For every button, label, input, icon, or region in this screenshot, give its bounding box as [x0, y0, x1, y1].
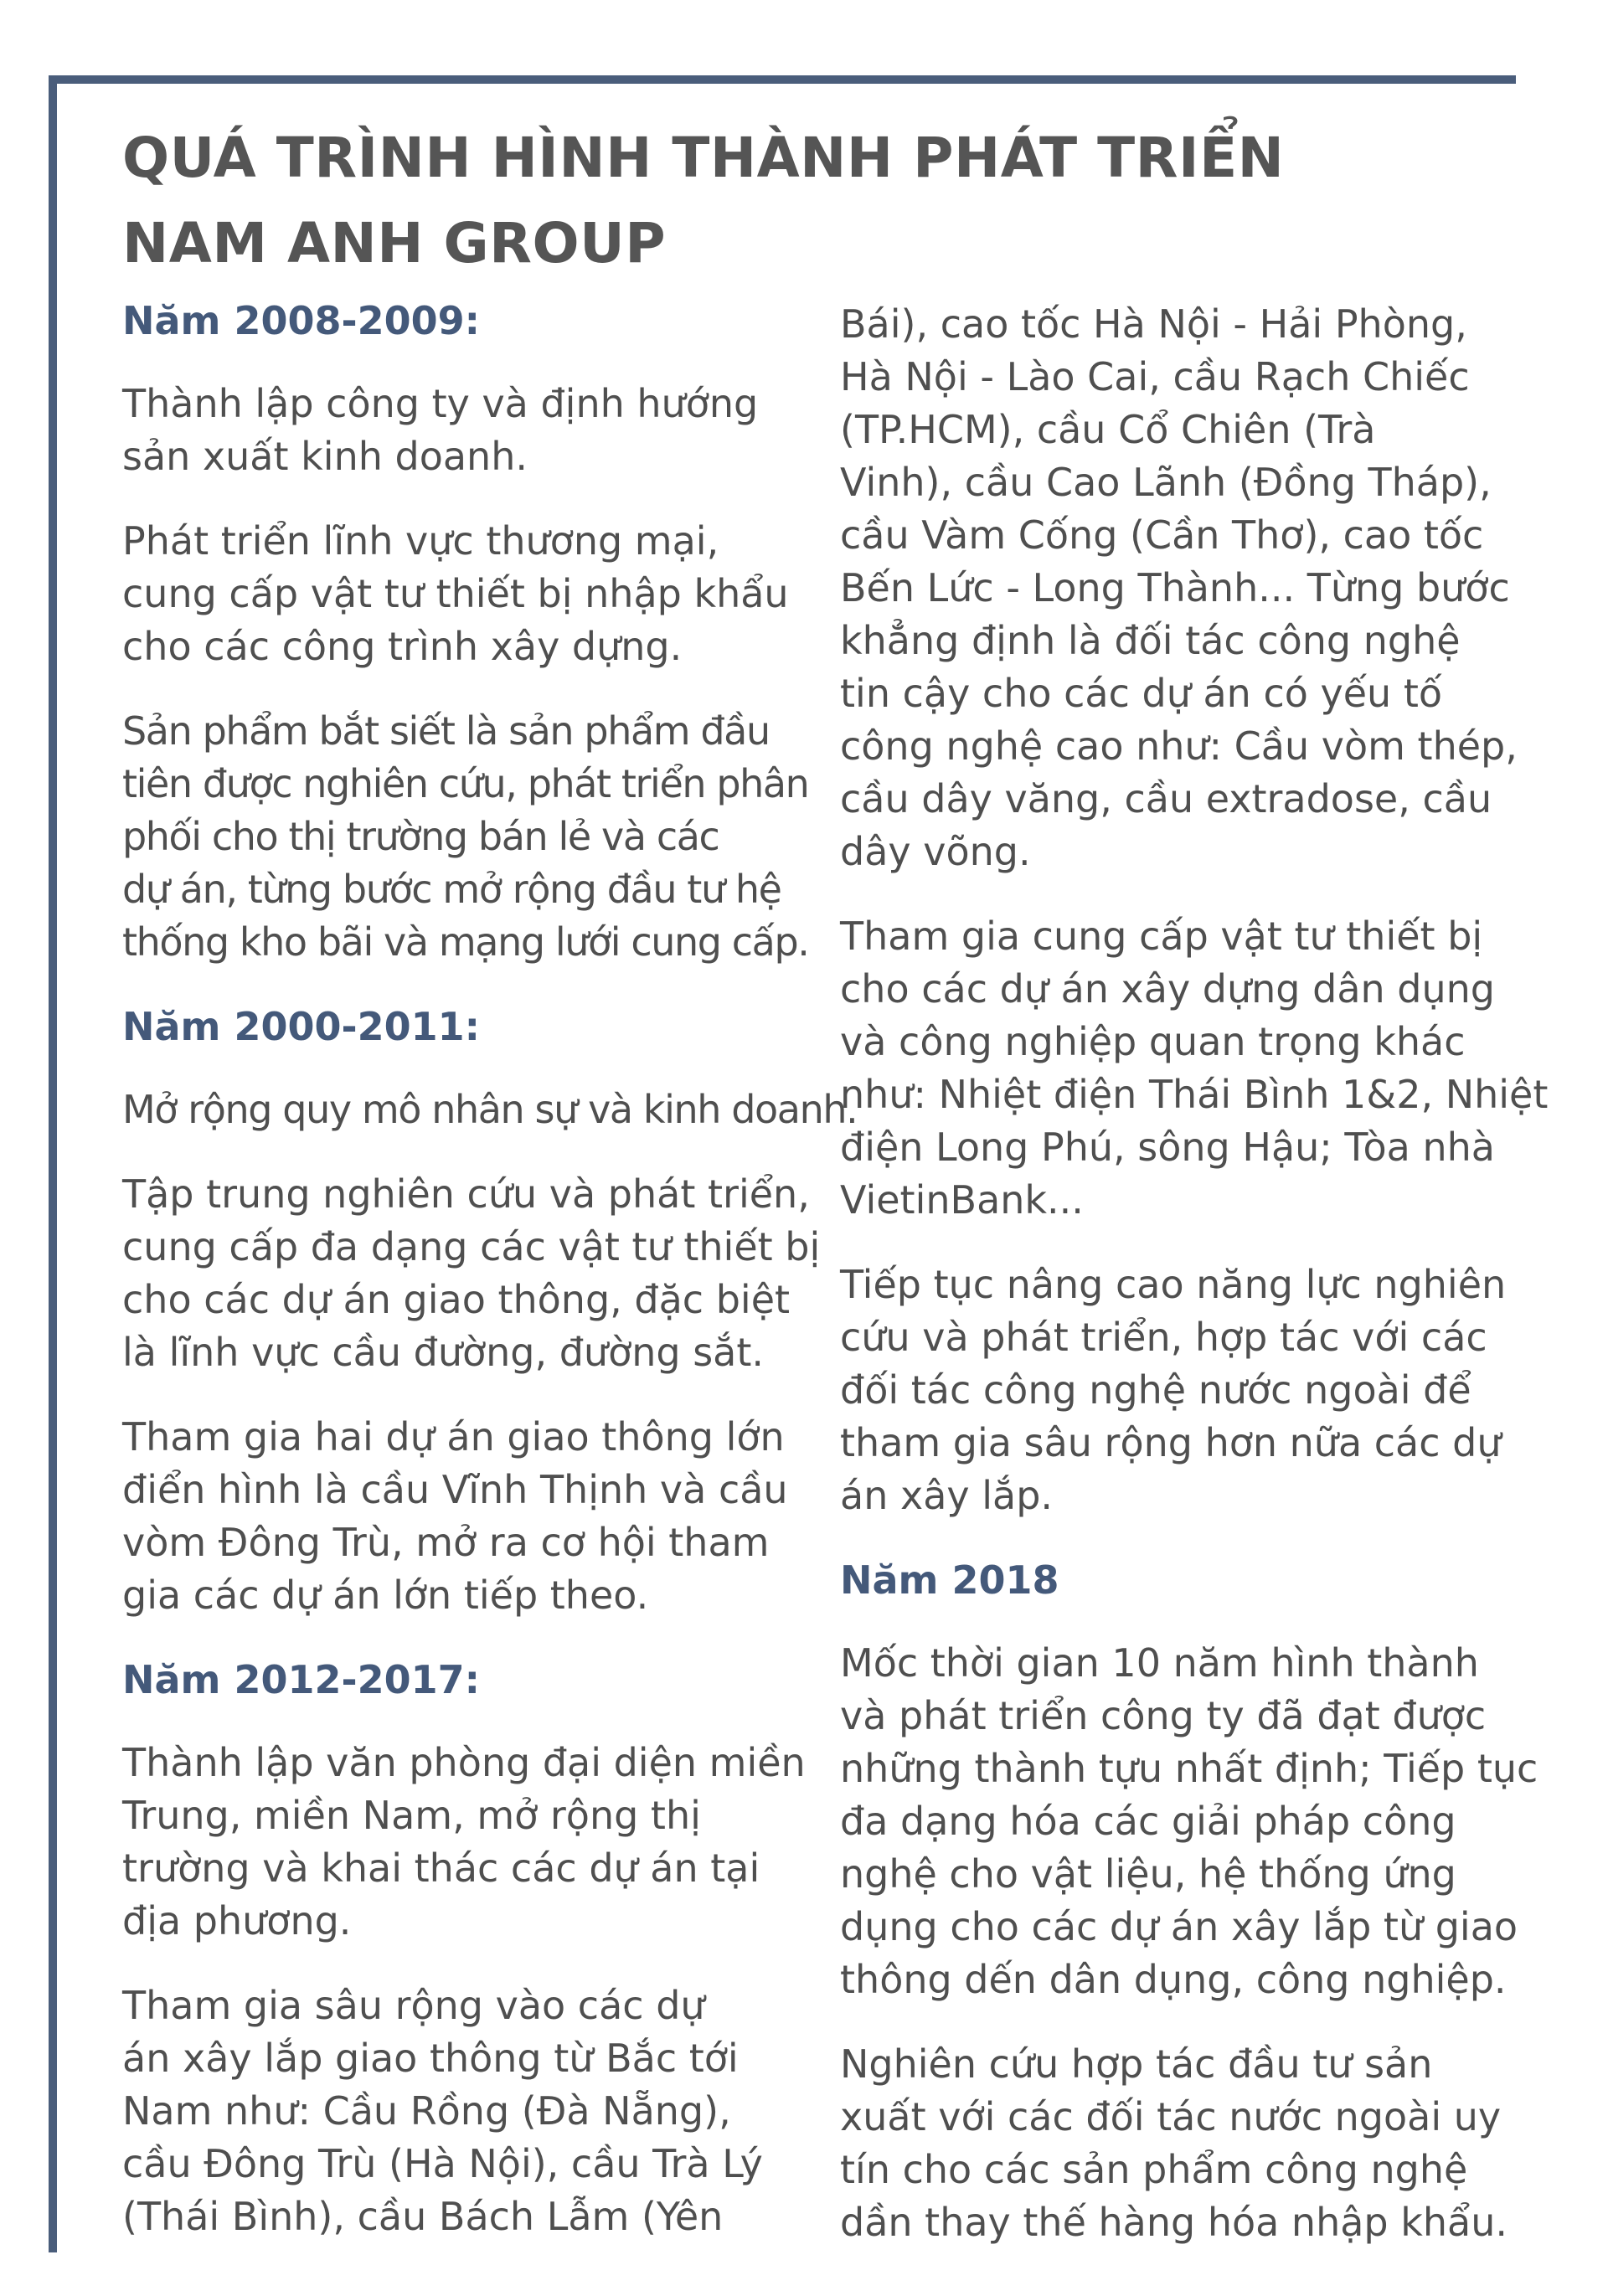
paragraph-line: Tiếp tục nâng cao năng lực nghiên: [840, 1262, 1507, 1307]
paragraph-line: án xây lắp giao thông từ Bắc tới: [122, 2036, 739, 2081]
paragraph-line: tin cậy cho các dự án có yếu tố: [840, 671, 1442, 716]
paragraph-line: đối tác công nghệ nước ngoài để: [840, 1367, 1471, 1413]
paragraph-line: công nghệ cao như: Cầu vòm thép,: [840, 723, 1518, 769]
paragraph: [122, 1168, 821, 1379]
paragraph: [840, 1259, 1527, 1522]
paragraph-line: VietinBank...: [840, 1177, 1084, 1223]
frame-top-border: [49, 75, 1516, 84]
paragraph-line: dần thay thế hàng hóa nhập khẩu.: [840, 2200, 1508, 2245]
paragraph-line: Tham gia hai dự án giao thông lớn: [122, 1414, 785, 1459]
paragraph-line: và công nghiệp quan trọng khác: [840, 1019, 1466, 1064]
paragraph: [122, 515, 809, 673]
paragraph-line: thông dến dân dụng, công nghiệp.: [840, 1957, 1507, 2002]
paragraph-line: Thành lập văn phòng đại diện miền: [122, 1740, 806, 1785]
section-heading-2008-2009: Năm 2008-2009:: [122, 298, 481, 343]
paragraph: [122, 1411, 809, 1622]
paragraph-line: thống kho bãi và mạng lưới cung cấp.: [122, 919, 809, 965]
paragraph-line: cho các dự án giao thông, đặc biệt: [122, 1277, 791, 1322]
paragraph: [840, 910, 1549, 1227]
paragraph-line: Bái), cao tốc Hà Nội - Hải Phòng,: [840, 301, 1467, 347]
paragraph-line: tín cho các sản phẩm công nghệ: [840, 2147, 1468, 2192]
paragraph-line: cho các dự án xây dựng dân dụng: [840, 966, 1495, 1012]
paragraph-line: Hà Nội - Lào Cai, cầu Rạch Chiếc: [840, 354, 1470, 399]
paragraph-line: cầu Đông Trù (Hà Nội), cầu Trà Lý: [122, 2141, 763, 2186]
paragraph-line: Nghiên cứu hợp tác đầu tư sản: [840, 2041, 1433, 2087]
paragraph-line: cứu và phát triển, hợp tác với các: [840, 1315, 1487, 1360]
paragraph: [122, 705, 809, 969]
paragraph-line: Vinh), cầu Cao Lãnh (Đồng Tháp),: [840, 460, 1492, 505]
page-title-line-1: QUÁ TRÌNH HÌNH THÀNH PHÁT TRIỂN: [122, 126, 1285, 190]
paragraph-line: Mốc thời gian 10 năm hình thành: [840, 1640, 1479, 1686]
paragraph-line: Phát triển lĩnh vực thương mại,: [122, 518, 719, 564]
paragraph-line: Tập trung nghiên cứu và phát triển,: [122, 1171, 810, 1217]
left-column: [122, 295, 858, 2275]
section-heading-2000-2011: Năm 2000-2011:: [122, 1004, 481, 1049]
paragraph-line: Tham gia cung cấp vật tư thiết bị: [840, 914, 1483, 959]
paragraph: [840, 2038, 1527, 2249]
paragraph-line: sản xuất kinh doanh.: [122, 434, 528, 479]
paragraph-line: (Thái Bình), cầu Bách Lẫm (Yên: [122, 2194, 724, 2239]
paragraph-line: và phát triển công ty đã đạt được: [840, 1693, 1487, 1738]
paragraph-line: Tham gia sâu rộng vào các dự: [122, 1983, 705, 2028]
section-heading-2012-2017: Năm 2012-2017:: [122, 1657, 481, 1702]
paragraph-line: trường và khai thác các dự án tại: [122, 1846, 760, 1891]
paragraph-line: khẳng định là đối tác công nghệ: [840, 618, 1461, 663]
paragraph-line: Mở rộng quy mô nhân sự và kinh doanh.: [122, 1087, 858, 1132]
paragraph-line: án xây lắp.: [840, 1473, 1054, 1518]
paragraph-line: Sản phẩm bắt siết là sản phẩm đầu: [122, 708, 770, 754]
paragraph-line: Thành lập công ty và định hướng: [122, 381, 759, 426]
paragraph-line: cầu Vàm Cống (Cần Thơ), cao tốc: [840, 512, 1484, 558]
paragraph-line: cung cấp vật tư thiết bị nhập khẩu: [122, 571, 789, 616]
page-title: [122, 116, 1462, 286]
paragraph-line: phối cho thị trường bán lẻ và các: [122, 814, 719, 859]
frame-left-border: [49, 75, 57, 2252]
paragraph-line: xuất với các đối tác nước ngoài uy: [840, 2094, 1502, 2139]
paragraph-line: vòm Đông Trù, mở ra cơ hội tham: [122, 1520, 770, 1565]
paragraph-line: Nam như: Cầu Rồng (Đà Nẵng),: [122, 2088, 731, 2134]
paragraph-line: cầu dây văng, cầu extradose, cầu: [840, 776, 1492, 821]
paragraph-line: tham gia sâu rộng hơn nữa các dự: [840, 1420, 1502, 1465]
paragraph-line: là lĩnh vực cầu đường, đường sắt.: [122, 1330, 765, 1375]
right-column: [840, 298, 1549, 2281]
paragraph-line: đa dạng hóa các giải pháp công: [840, 1799, 1456, 1844]
paragraph-line: như: Nhiệt điện Thái Bình 1&2, Nhiệt: [840, 1072, 1549, 1117]
page-title-line-2: NAM ANH GROUP: [122, 211, 667, 275]
section-heading-2018: Năm 2018: [840, 1557, 1059, 1603]
paragraph-line: dây võng.: [840, 829, 1031, 874]
paragraph-line: cung cấp đa dạng các vật tư thiết bị: [122, 1224, 821, 1269]
paragraph-line: dụng cho các dự án xây lắp từ giao: [840, 1904, 1518, 1949]
paragraph: [122, 1737, 809, 1948]
paragraph-line: Trung, miền Nam, mở rộng thị: [122, 1793, 701, 1838]
paragraph-line: Bến Lức - Long Thành... Từng bước: [840, 565, 1510, 610]
paragraph-line: những thành tựu nhất định; Tiếp tục: [840, 1746, 1538, 1791]
paragraph: [122, 1979, 809, 2243]
paragraph-line: nghệ cho vật liệu, hệ thống ứng: [840, 1851, 1456, 1897]
paragraph-line: tiên được nghiên cứu, phát triển phân: [122, 761, 809, 806]
paragraph-line: điện Long Phú, sông Hậu; Tòa nhà: [840, 1125, 1495, 1170]
paragraph-line: gia các dự án lớn tiếp theo.: [122, 1573, 649, 1618]
paragraph-line: dự án, từng bước mở rộng đầu tư hệ: [122, 867, 781, 912]
paragraph: [840, 1637, 1538, 2006]
paragraph: [122, 1084, 858, 1136]
paragraph-line: điển hình là cầu Vĩnh Thịnh và cầu: [122, 1467, 788, 1512]
paragraph-line: (TP.HCM), cầu Cổ Chiên (Trà: [840, 407, 1376, 452]
paragraph: [840, 298, 1527, 878]
paragraph-line: địa phương.: [122, 1898, 352, 1943]
paragraph-line: cho các công trình xây dựng.: [122, 624, 683, 669]
paragraph: [122, 378, 809, 483]
